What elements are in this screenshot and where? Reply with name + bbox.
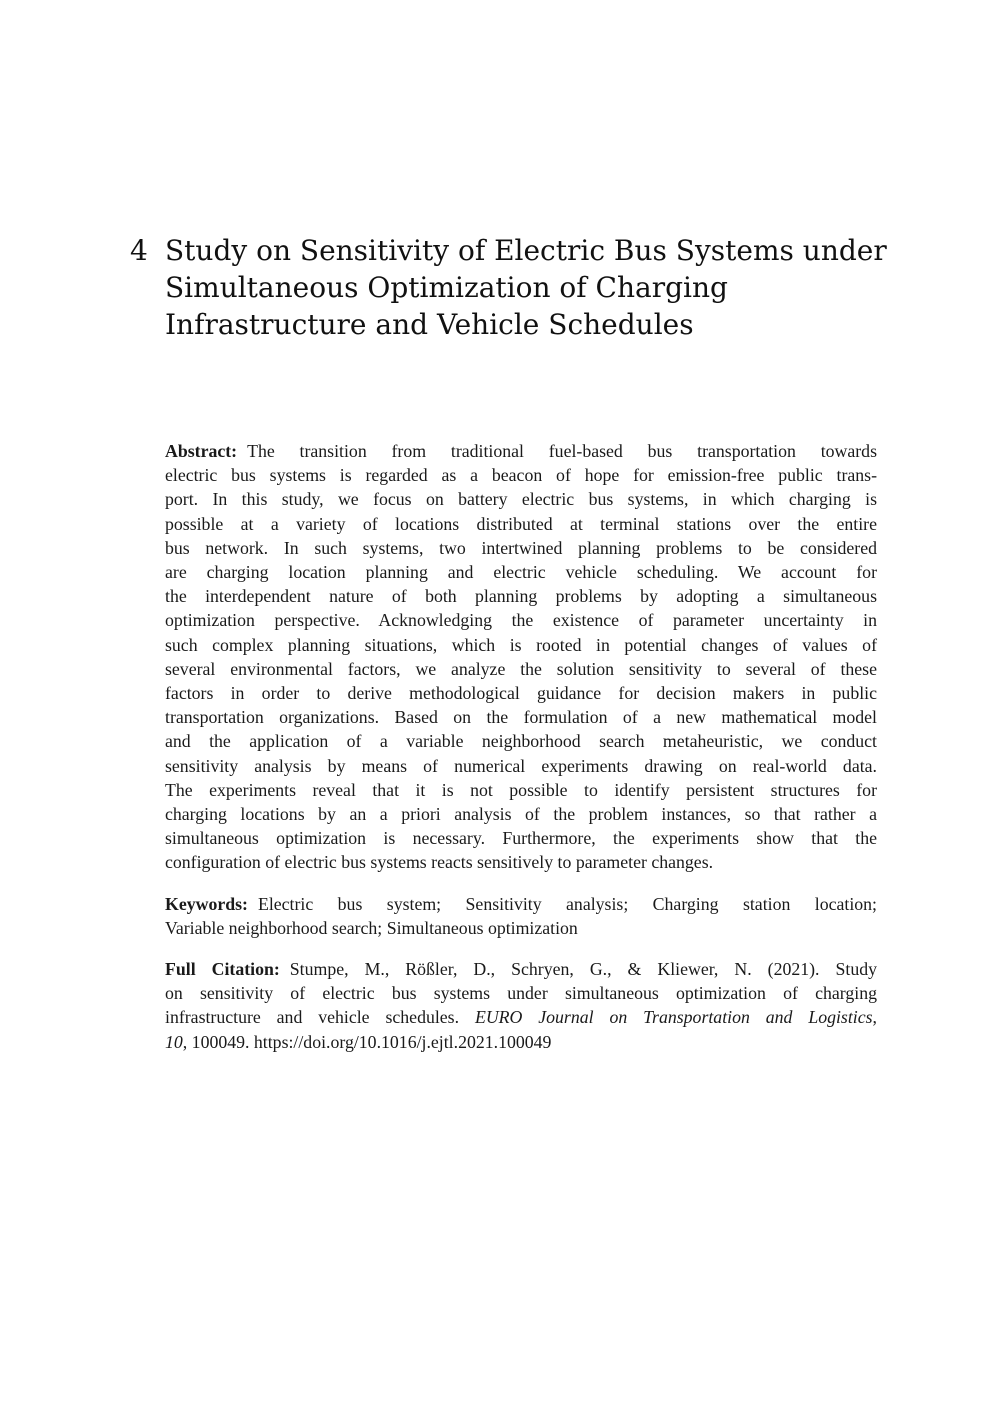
abstract-line xyxy=(165,439,877,463)
chapter-number: 4 xyxy=(130,234,148,267)
spacer xyxy=(165,940,877,957)
keywords-text: Electric bus system; Sensitivity analysis; Charging station location; xyxy=(257,893,877,914)
abstract-line: transportation organizations. Based on the formulation of a new mathematical model xyxy=(165,707,877,728)
front-matter xyxy=(165,439,877,1054)
spacer xyxy=(165,875,877,892)
chapter-title-line: Infrastructure and Vehicle Schedules xyxy=(165,308,694,341)
citation-authors: Stumpe, M., Rößler, D., Schryen, G., & Kliewer, N. (2021). Study xyxy=(289,959,877,980)
chapter-heading xyxy=(130,232,890,343)
citation-title-end: infrastructure and vehicle schedules. xyxy=(165,1007,460,1028)
full-citation xyxy=(165,957,877,1054)
citation-doi: , 100049. https://doi.org/10.1016/j.ejtl.2021.100049 xyxy=(182,1031,552,1052)
citation-label: Full Citation: xyxy=(165,959,280,980)
abstract-line: sensitivity analysis by means of numerical experiments drawing on real-world data. xyxy=(165,755,877,776)
chapter-title-line: Simultaneous Optimization of Charging xyxy=(165,271,728,304)
abstract-line: simultaneous optimization is necessary. Furthermore, the experiments show that the xyxy=(165,828,877,849)
abstract-line: such complex planning situations, which is rooted in potential changes of values of xyxy=(165,634,877,655)
citation-line xyxy=(165,1030,877,1054)
citation-journal: EURO Journal on Transportation and Logistics xyxy=(474,1007,873,1028)
abstract-line: The experiments reveal that it is not possible to identify persistent structures for xyxy=(165,779,877,800)
keywords-line xyxy=(165,892,877,916)
abstract-line: possible at a variety of locations distributed at terminal stations over the entire xyxy=(165,513,877,534)
abstract-line: the interdependent nature of both planning problems by adopting a simultaneous xyxy=(165,586,877,607)
abstract-line: configuration of electric bus systems reacts sensitively to parameter changes. xyxy=(165,852,714,873)
abstract-line: bus network. In such systems, two intertwined planning problems to be considered xyxy=(165,537,877,558)
abstract-line: charging locations by an a priori analysis of the problem instances, so that rather a xyxy=(165,804,877,825)
keywords-label: Keywords: xyxy=(165,893,248,914)
keywords xyxy=(165,892,877,940)
abstract xyxy=(165,439,877,875)
chapter-title xyxy=(165,232,890,343)
citation-volume: 10 xyxy=(165,1031,183,1052)
keywords-line: Variable neighborhood search; Simultaneous optimization xyxy=(165,917,578,938)
abstract-line: factors in order to derive methodological guidance for decision makers in public xyxy=(165,683,877,704)
citation-line xyxy=(165,1005,877,1029)
abstract-text: The transition from traditional fuel-based bus transportation towards xyxy=(247,441,877,461)
citation-punct: , xyxy=(872,1007,877,1028)
citation-line: on sensitivity of electric bus systems under simultaneous optimization of charging xyxy=(165,983,877,1004)
abstract-label: Abstract: xyxy=(165,441,238,461)
chapter-title-line: Study on Sensitivity of Electric Bus Systems under xyxy=(165,234,887,267)
abstract-line: several environmental factors, we analyze the solution sensitivity to several of these xyxy=(165,658,877,679)
abstract-line: are charging location planning and electric vehicle scheduling. We account for xyxy=(165,562,877,583)
abstract-line: electric bus systems is regarded as a beacon of hope for emission-free public trans- xyxy=(165,465,877,486)
citation-line xyxy=(165,957,877,981)
abstract-line: port. In this study, we focus on battery electric bus systems, in which charging is xyxy=(165,489,877,510)
abstract-line: and the application of a variable neighborhood search metaheuristic, we conduct xyxy=(165,731,877,752)
abstract-line: optimization perspective. Acknowledging the existence of parameter uncertainty in xyxy=(165,610,877,631)
